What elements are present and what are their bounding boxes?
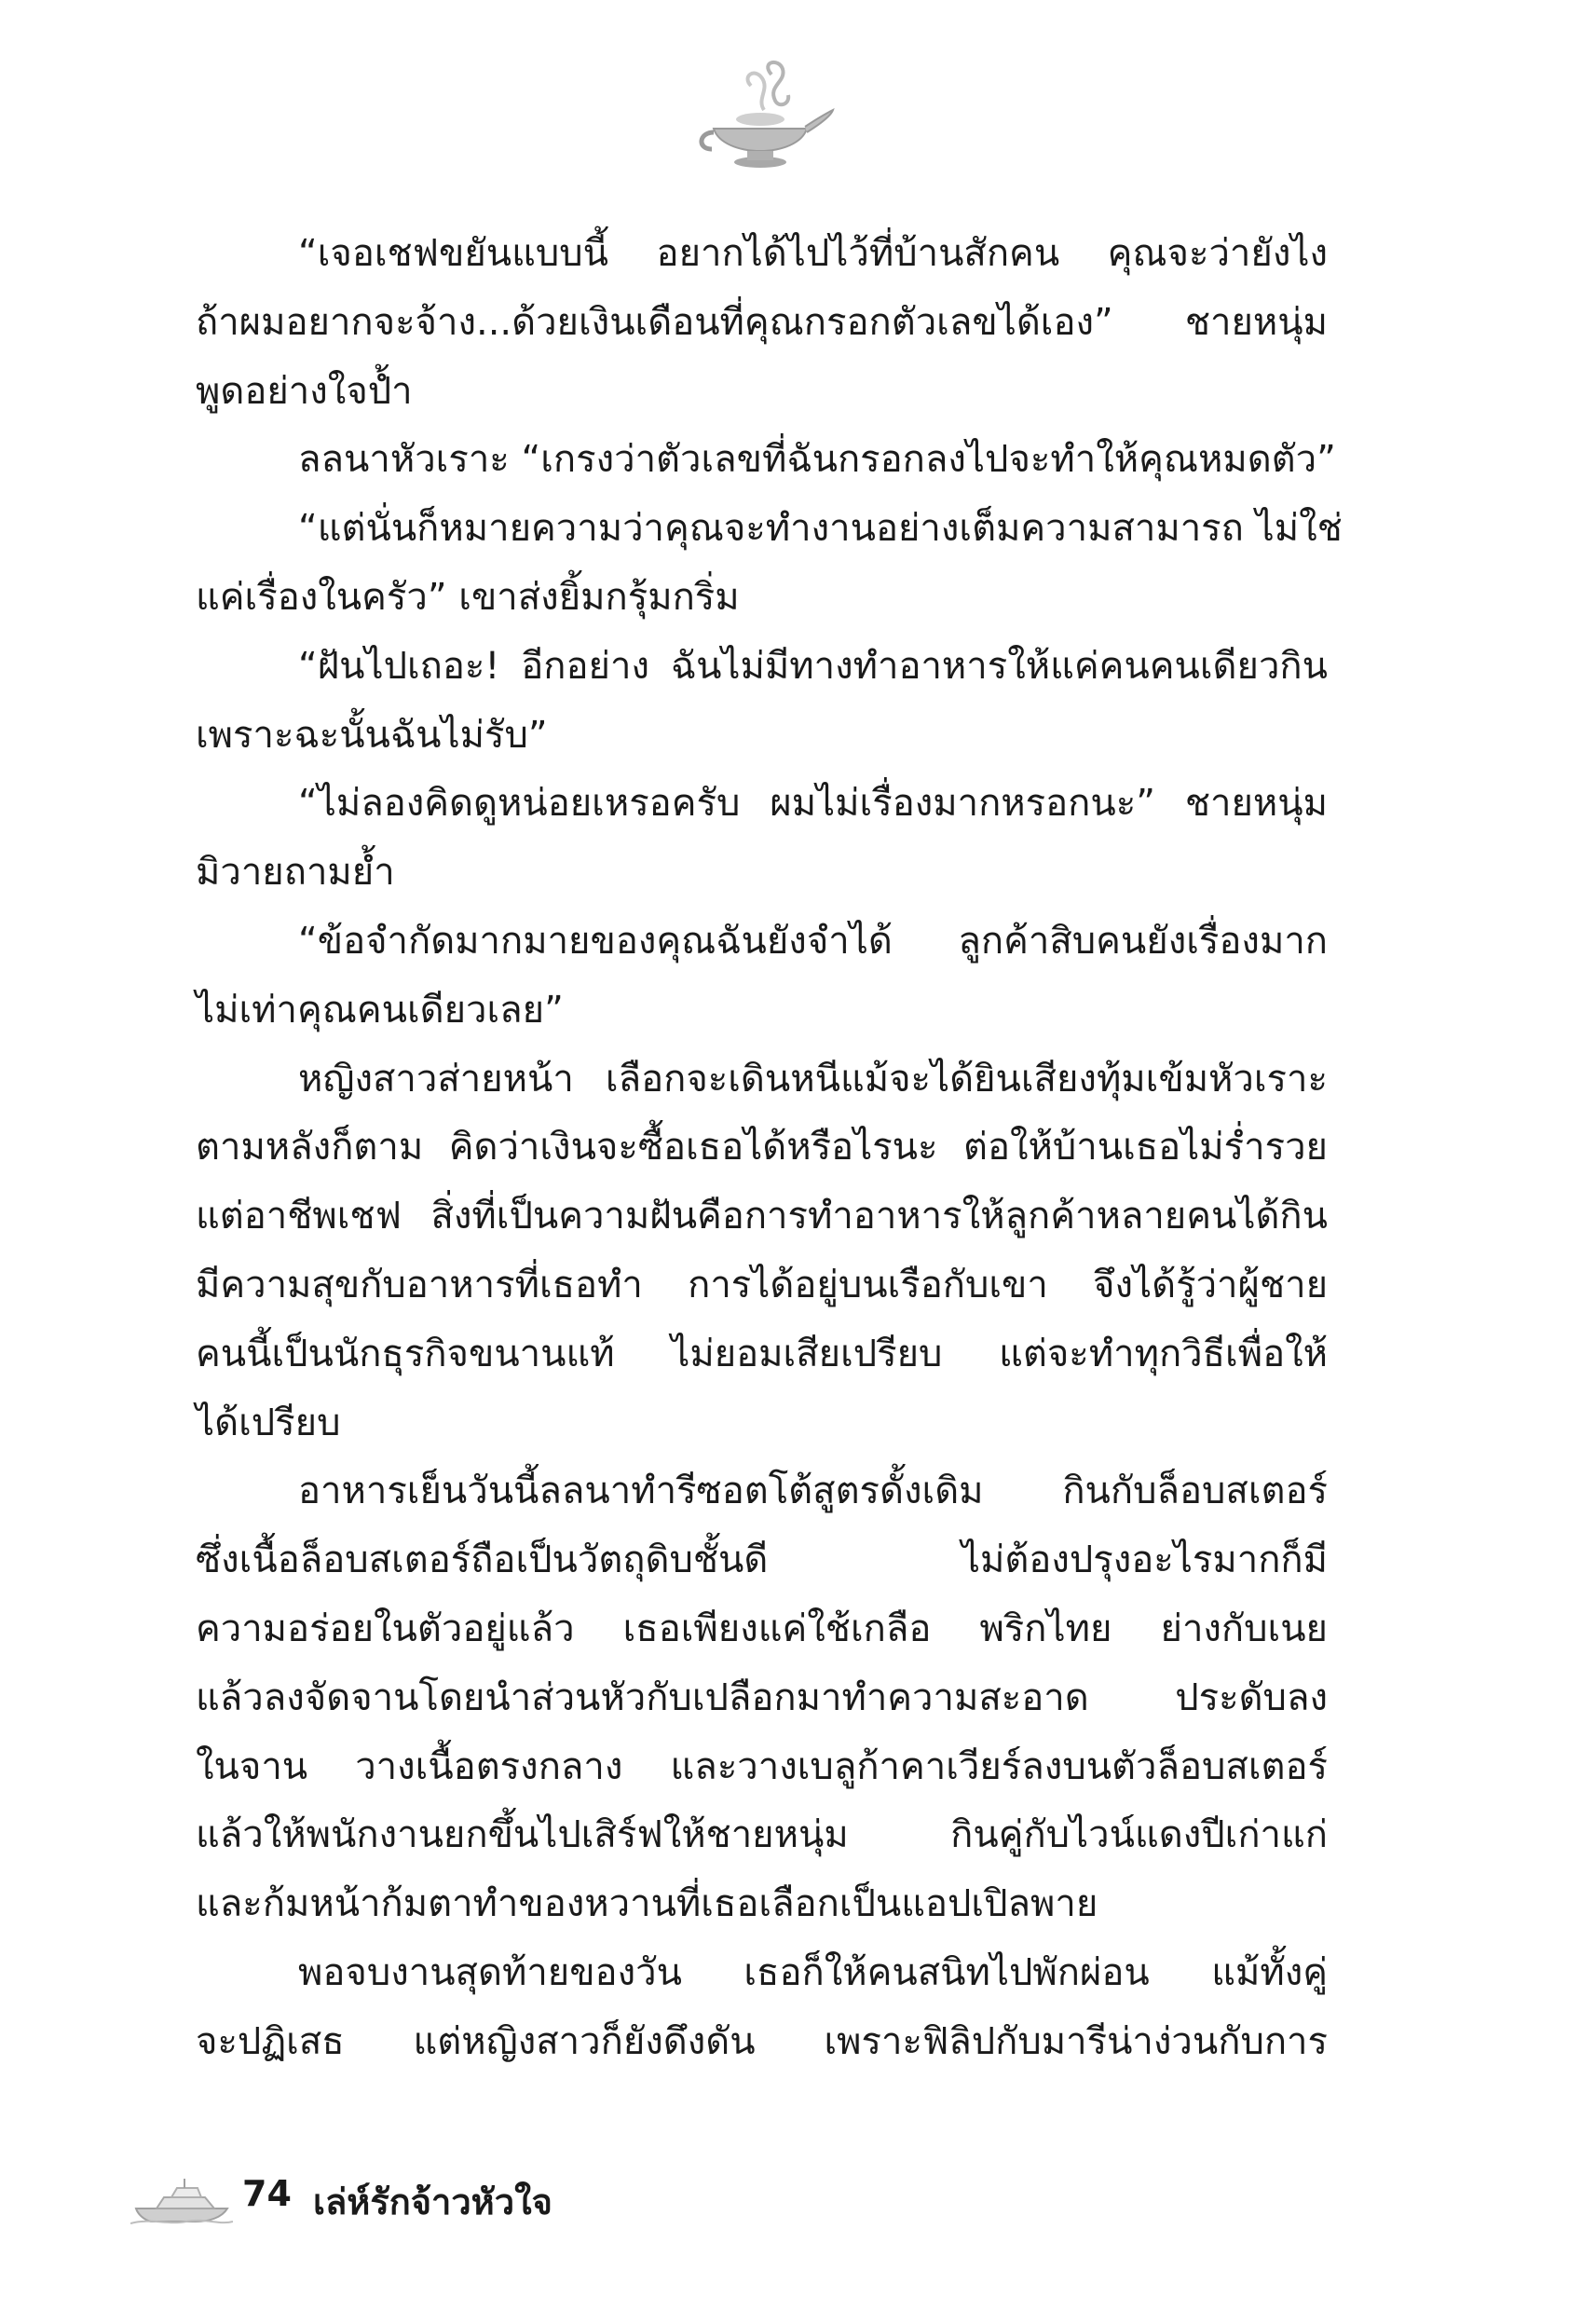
paragraph (196, 633, 1328, 771)
text-line: เพราะฉะนั้นฉันไม่รับ” (196, 713, 548, 757)
text-line: จะปฏิเสธ แต่หญิงสาวก็ยังดึงดัน เพราะฟิลิปกับมารีน่าง่วนกับการ (196, 2019, 1328, 2063)
text-line: ไม่เท่าคุณคนเดียวเลย” (196, 988, 564, 1032)
text-line: คนนี้เป็นนักธุรกิจขนานแท้ ไม่ยอมเสียเปรียบ แต่จะทำทุกวิธีเพื่อให้ (196, 1332, 1328, 1375)
text-line: มิวายถามย้ำ (196, 851, 395, 895)
paragraph (196, 1046, 1328, 1458)
paragraph (196, 1939, 1328, 2077)
text-line: แค่เรื่องในครัว” เขาส่งยิ้มกรุ้มกริ่ม (196, 575, 740, 619)
text-line: “แต่นั่นก็หมายความว่าคุณจะทำงานอย่างเต็มความสามารถ ไม่ใช่ (298, 507, 1343, 551)
text-line: “เจอเชฟขยันแบบนี้ อยากได้ไปไว้ที่บ้านสักคน คุณจะว่ายังไง (298, 232, 1328, 275)
text-line: ซึ่งเนื้อล็อบสเตอร์ถือเป็นวัตถุดิบชั้นดี ไม่ต้องปรุงอะไรมากก็มี (196, 1538, 1328, 1582)
text-line: “ไม่ลองคิดดูหน่อยเหรอครับ ผมไม่เรื่องมากหรอกนะ” ชายหนุ่ม (298, 782, 1328, 826)
text-line: พูดอย่างใจป้ำ (196, 369, 413, 413)
text-line: ตามหลังก็ตาม คิดว่าเงินจะซื้อเธอได้หรือไรนะ ต่อให้บ้านเธอไม่ร่ำรวย (196, 1126, 1328, 1169)
text-line: มีความสุขกับอาหารที่เธอทำ การได้อยู่บนเรือกับเขา จึงได้รู้ว่าผู้ชาย (196, 1263, 1328, 1306)
text-line: ในจาน วางเนื้อตรงกลาง และวางเบลูก้าคาเวียร์ลงบนตัวล็อบสเตอร์ (196, 1744, 1328, 1788)
text-line: พอจบงานสุดท้ายของวัน เธอก็ให้คนสนิทไปพักผ่อน แม้ทั้งคู่ (298, 1950, 1328, 1994)
text-line: “ข้อจำกัดมากมายของคุณฉันยังจำได้ ลูกค้าสิบคนยังเรื่องมาก (298, 919, 1328, 963)
text-line: “ฝันไปเถอะ! อีกอย่าง ฉันไม่มีทางทำอาหารให้แค่คนคนเดียวกิน (298, 644, 1328, 688)
yacht-icon (130, 2177, 233, 2225)
genie-lamp-icon (686, 58, 835, 179)
text-line: แล้วลงจัดจานโดยนำส่วนหัวกับเปลือกมาทำความสะอาด ประดับลง (196, 1675, 1328, 1719)
text-line: ถ้าผมอยากจะจ้าง...ด้วยเงินเดือนที่คุณกรอกตัวเลขได้เอง” ชายหนุ่ม (196, 300, 1328, 344)
paragraph (196, 426, 1336, 495)
text-line: ลลนาหัวเราะ “เกรงว่าตัวเลขที่ฉันกรอกลงไปจะทำให้คุณหมดตัว” (298, 438, 1336, 482)
book-title: เล่ห์รักจ้าวหัวใจ (313, 2181, 552, 2222)
text-line: และก้มหน้าก้มตาทำของหวานที่เธอเลือกเป็นแอปเปิลพาย (196, 1882, 1098, 1926)
text-line: หญิงสาวส่ายหน้า เลือกจะเดินหนีแม้จะได้ยินเสียงทุ้มเข้มหัวเราะ (298, 1057, 1328, 1101)
paragraph (196, 220, 1328, 426)
page-number: 74 (242, 2173, 292, 2214)
paragraph (196, 908, 1328, 1046)
body-text (196, 220, 1343, 2077)
text-line: แล้วให้พนักงานยกขึ้นไปเสิร์ฟให้ชายหนุ่ม กินคู่กับไวน์แดงปีเก่าแก่ (196, 1813, 1328, 1857)
text-line: แต่อาชีพเชฟ สิ่งที่เป็นความฝันคือการทำอาหารให้ลูกค้าหลายคนได้กิน (196, 1195, 1328, 1238)
paragraph (196, 495, 1343, 633)
text-line: อาหารเย็นวันนี้ลลนาทำรีซอตโต้สูตรดั้งเดิม กินกับล็อบสเตอร์ (298, 1470, 1328, 1513)
page-footer (130, 2169, 783, 2225)
paragraph (196, 770, 1328, 908)
text-line: ได้เปรียบ (196, 1401, 341, 1444)
text-line: ความอร่อยในตัวอยู่แล้ว เธอเพียงแค่ใช้เกลือ พริกไทย ย่างกับเนย (196, 1607, 1328, 1650)
paragraph (196, 1457, 1328, 1939)
